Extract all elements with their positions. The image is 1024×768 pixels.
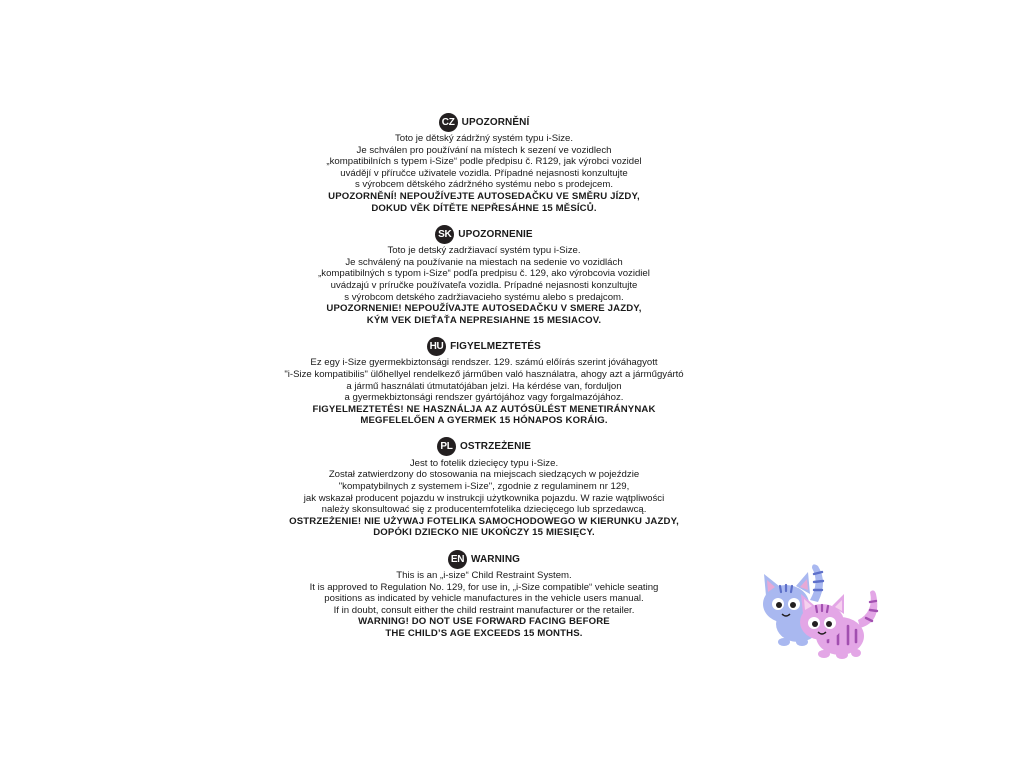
body-line: "kompatybilnych z systemem i-Size", zgodnie z regulaminem nr 129, (338, 481, 630, 493)
warning-section-sk (224, 224, 744, 326)
section-title: FIGYELMEZTETÉS (450, 340, 541, 352)
language-badge-sk: SK (435, 225, 454, 244)
body-line: a jármű használati útmutatójában jelzi. Ha kérdése van, forduljon (346, 380, 622, 392)
body-line: Jest to fotelik dziecięcy typu i-Size. (409, 457, 559, 469)
body-line: Toto je dětský zádržný systém typu i-Size. (394, 133, 574, 144)
body-line: s výrobcem dětského zádržného systému nebo s prodejcem. (354, 179, 614, 191)
body-line: „kompatibilných s typom i-Size“ podľa predpisu č. 129, ako výrobcovia vozidiel (318, 268, 650, 280)
section-header (224, 336, 744, 356)
warning-line: FIGYELMEZTETÉS! NE HASZNÁLJA AZ AUTÓSÜLÉST MENETIRÁNYNAK (312, 403, 656, 415)
body-line: Toto je detský zadržiavací systém typu i-Size. (387, 245, 581, 257)
warning-line: DOPÓKI DZIECKO NIE UKOŃCZY 15 MIESIĘCY. (373, 527, 595, 539)
body-line: Ez egy i-Size gyermekbiztonsági rendszer. 129. számú előírás szerint jóváhagyott (310, 357, 658, 369)
body-line: a gyermekbiztonsági rendszer gyártójához vagy forgalmazójához. (344, 392, 624, 404)
section-header (224, 224, 744, 244)
body-line: uvádějí v příručce uživatele vozidla. Případné nejasnosti konzultujte (340, 167, 628, 179)
language-badge-pl: PL (437, 437, 456, 456)
warning-line: UPOZORNĚNÍ! NEPOUŽÍVEJTE AUTOSEDAČKU VE SMĚRU JÍZDY, (328, 190, 640, 202)
warning-line: WARNING! DO NOT USE FORWARD FACING BEFORE (358, 616, 610, 628)
body-line: It is approved to Regulation No. 129, for use in, „i-Size compatible“ vehicle seating (309, 581, 659, 593)
section-header (224, 549, 744, 569)
warning-section-pl (224, 437, 744, 539)
body-line: należy skonsultować się z producentemfotelika dziecięcego lub sprzedawcą. (321, 504, 647, 516)
body-line: If in doubt, consult either the child restraint manufacturer or the retailer. (333, 604, 635, 616)
body-line: This is an „i-size“ Child Restraint System. (396, 570, 572, 582)
body-line: Je schválen pro používání na místech k sezení ve vozidlech (356, 144, 612, 156)
language-badge-hu: HU (427, 337, 446, 356)
warning-line: DOKUD VĚK DÍTĚTE NEPŘESÁHNE 15 MĚSÍCŮ. (371, 202, 597, 214)
section-title: WARNING (470, 553, 521, 565)
section-header (224, 112, 744, 132)
warning-line: THE CHILD’S AGE EXCEEDS 15 MONTHS. (385, 628, 583, 639)
warning-line: UPOZORNENIE! NEPOUŽÍVAJTE AUTOSEDAČKU V SMERE JAZDY, (326, 303, 642, 315)
body-line: Został zatwierdzony do stosowania na miejscach siedzących w pojeździe (328, 469, 640, 481)
warnings-column (224, 112, 744, 650)
body-line: positions as indicated by vehicle manufactures in the vehicle users manual. (324, 593, 644, 605)
body-line: "i-Size kompatibilis" ülőhellyel rendelkező járműben való használatra, ahogy azt a járműgyártó (284, 368, 684, 380)
body-line: „kompatibilních s typem i-Size“ podle předpisu č. R129, jak výrobci vozidel (326, 156, 642, 168)
pink-cat-icon (800, 590, 877, 659)
section-title: UPOZORNENIE (458, 228, 533, 240)
warning-line: MEGFELELŐEN A GYERMEK 15 HÓNAPOS KORÁIG. (360, 415, 608, 427)
section-header (224, 437, 744, 457)
two-cats-illustration (756, 562, 886, 662)
body-line: Je schválený na používanie na miestach na sedenie vo vozidlách (345, 256, 623, 268)
warning-line: OSTRZEŻENIE! NIE UŻYWAJ FOTELIKA SAMOCHODOWEGO W KIERUNKU JAZDY, (289, 515, 679, 527)
language-badge-en: EN (448, 550, 467, 569)
body-line: s výrobcom detského zadržiavacieho systému alebo s predajcom. (344, 291, 624, 303)
language-badge-cz: CZ (439, 113, 458, 132)
warning-section-en (224, 549, 744, 640)
warning-line: KÝM VEK DIEŤAŤA NEPRESIAHNE 15 MESIACOV. (366, 314, 602, 326)
warning-section-hu (224, 336, 744, 427)
section-title: UPOZORNĚNÍ (461, 116, 530, 128)
body-line: uvádzajú v príručke používateľa vozidla. Prípadné nejasnosti konzultujte (330, 279, 638, 291)
section-title: OSTRZEŻENIE (459, 441, 532, 453)
body-line: jak wskazał producent pojazdu w instrukcji użytkownika pojazdu. W razie wątpliwości (303, 492, 665, 504)
warning-section-cz (224, 112, 744, 214)
